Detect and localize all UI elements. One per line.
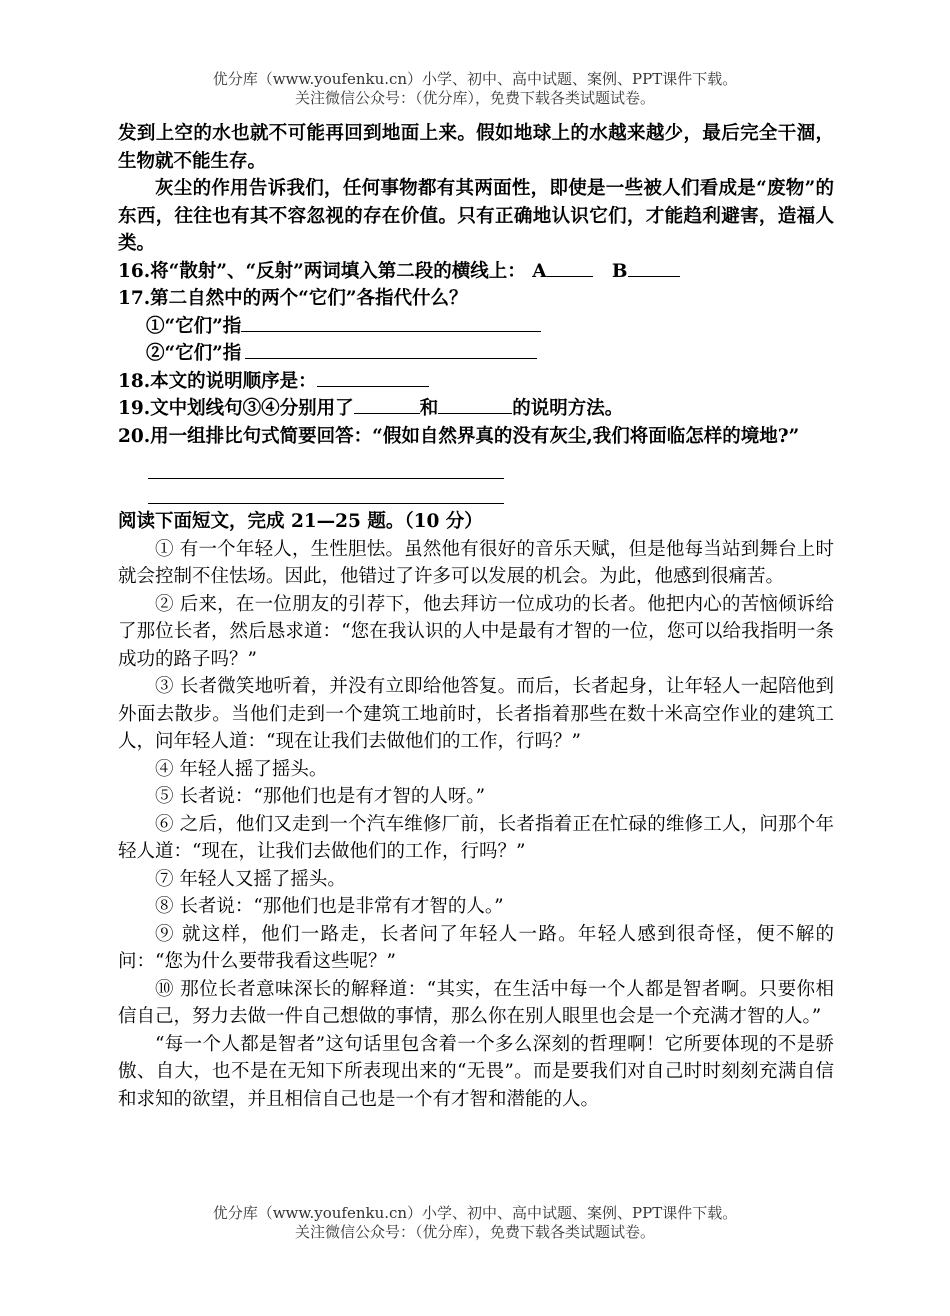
question-18-blank[interactable] xyxy=(317,368,429,387)
header-line-2: 关注微信公众号：（优分库），免费下载各类试题试卷。 xyxy=(294,89,655,107)
question-16 xyxy=(118,258,834,286)
page-header xyxy=(0,70,950,108)
question-18 xyxy=(118,368,834,396)
passage2-paragraph-8: ⑧ 长者说：“那他们也是非常有才智的人。” xyxy=(155,896,504,917)
passage1-conclusion: 灰尘的作用告诉我们，任何事物都有其两面性，即使是一些被人们看成是“废物”的东西，往往也有其不容忽视的存在价值。只有正确地认识它们，才能趋利避害，造福人类。 xyxy=(118,178,834,254)
question-16-blank-a[interactable] xyxy=(547,258,593,277)
footer-line-2: 关注微信公众号：（优分库），免费下载各类试题试卷。 xyxy=(294,1223,655,1241)
question-17-sub-2-label: ②“它们”指 xyxy=(146,343,242,364)
passage2-paragraph-1: ① 有一个年轻人，生性胆怯。虽然他有很好的音乐天赋，但是他每当站到舞台上时就会控制不住怯场。因此，他错过了许多可以发展的机会。为此，他感到很痛苦。 xyxy=(118,538,834,587)
question-17-sub-1 xyxy=(118,313,834,341)
passage2-intro: 阅读下面短文，完成 21—25 题。（10 分） xyxy=(118,511,483,532)
question-17: 17.第二自然中的两个“它们”各指代什么？ xyxy=(118,288,468,309)
question-17-sub-2 xyxy=(118,340,834,368)
footer-line-1: 优分库（www.youfenku.cn）小学、初中、高中试题、案例、PPT课件下载。 xyxy=(212,1204,738,1222)
question-19-text-post: 的说明方法。 xyxy=(512,398,624,419)
question-16-label-a: A xyxy=(532,260,547,282)
exam-content xyxy=(118,120,834,1113)
question-18-text: 18.本文的说明顺序是： xyxy=(118,370,317,392)
passage2-conclusion: “每一个人都是智者”这句话里包含着一个多么深刻的哲理啊！它所要体现的不是骄傲、自大，也不是在无知下所表现出来的“无畏”。而是要我们对自己时时刻刻充满自信和求知的欲望，并且相信自己也是一个有才智和潜能的人。 xyxy=(118,1033,834,1110)
question-20-answer-line-2[interactable] xyxy=(148,479,504,504)
question-17-sub-1-label: ①“它们”指 xyxy=(146,315,242,337)
passage1-paragraph-end: 发到上空的水也就不可能再回到地面上来。假如地球上的水越来越少，最后完全干涸，生物就不能生存。 xyxy=(118,123,834,172)
page-footer xyxy=(0,1204,950,1242)
header-line-1: 优分库（www.youfenku.cn）小学、初中、高中试题、案例、PPT课件下载。 xyxy=(212,70,738,88)
question-20: 20.用一组排比句式简要回答：“假如自然界真的没有灰尘,我们将面临怎样的境地?” xyxy=(118,425,800,447)
question-19 xyxy=(118,395,834,423)
question-19-text-pre: 19.文中划线句③④分别用了 xyxy=(118,398,354,419)
passage2-paragraph-7: ⑦ 年轻人又摇了摇头。 xyxy=(155,868,346,890)
question-17-blank-1[interactable] xyxy=(241,313,541,332)
question-17-blank-2[interactable] xyxy=(245,340,537,359)
question-19-blank-1[interactable] xyxy=(354,395,420,414)
question-19-blank-2[interactable] xyxy=(438,395,512,414)
question-19-text-mid: 和 xyxy=(419,398,439,419)
question-16-blank-b[interactable] xyxy=(628,258,680,277)
passage2-paragraph-5: ⑤ 长者说：“那他们也是有才智的人呀。” xyxy=(155,786,486,807)
passage2-paragraph-4: ④ 年轻人摇了摇头。 xyxy=(155,758,328,780)
question-20-answer-line-1[interactable] xyxy=(148,454,504,479)
passage2-paragraph-9: ⑨ 就这样，他们一路走，长者问了年轻人一路。年轻人感到很奇怪，便不解的问：“您为什么要带我看这些呢？” xyxy=(118,923,834,972)
passage2-paragraph-3: ③ 长者微笑地听着，并没有立即给他答复。而后，长者起身，让年轻人一起陪他到外面去散步。当他们走到一个建筑工地前时，长者指着那些在数十米高空作业的建筑工人，问年轻人道：“现在让我们去做他们的工作，行吗？” xyxy=(118,676,834,752)
passage2-paragraph-10: ⑩ 那位长者意味深长的解释道：“其实，在生活中每一个人都是智者啊。只要你相信自己，努力去做一件自己想做的事情，那么你在别人眼里也会是一个充满才智的人。” xyxy=(118,978,834,1027)
passage2-paragraph-2: ② 后来，在一位朋友的引荐下，他去拜访一位成功的长者。他把内心的苦恼倾诉给了那位长者，然后恳求道：“您在我认识的人中是最有才智的一位，您可以给我指明一条成功的路子吗？” xyxy=(118,593,834,670)
passage2-paragraph-6: ⑥ 之后，他们又走到一个汽车维修厂前，长者指着正在忙碌的维修工人，问那个年轻人道：“现在，让我们去做他们的工作，行吗？” xyxy=(118,813,834,862)
question-16-text: 16.将“散射”、“反射”两词填入第二段的横线上： xyxy=(118,260,526,282)
question-16-label-b: B xyxy=(611,260,628,282)
